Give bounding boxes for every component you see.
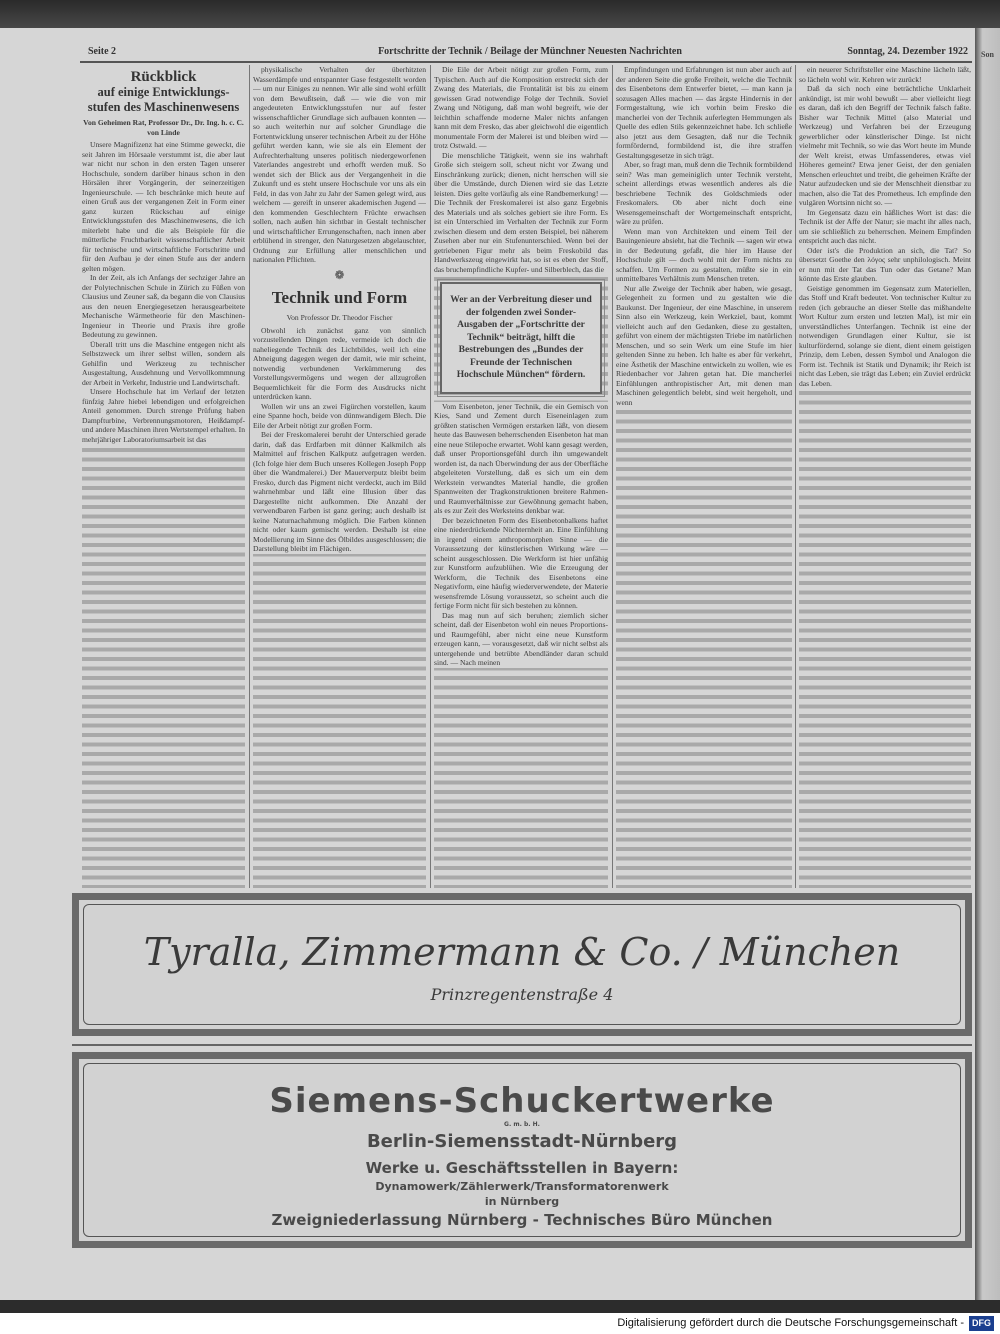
ad-legal-form: G. m. b. H. — [504, 1121, 540, 1128]
ad-company-name: Siemens-Schuckertwerke — [269, 1081, 775, 1121]
paragraph: Wenn man von Architekten und einem Teil der Bauingenieure absieht, hat die Technik — sagen wir etwa in der Bedeutung gefaßt, die hier im Hause der Hochschule gilt — doch wohl mit der Form nichts zu schaffen. Um Formen zu gestalten, müßte sie in ein unmittelbares Verhältnis zum Menschen treten. — [616, 226, 792, 283]
paragraph: Oder ist's die Produktion an sich, die Tat? So übersetzt Goethe den λόγος sehr unphilologisch. Meint er nun mit der Tat das Tun oder das Getane? Man könnte das Erste glauben. — [799, 245, 971, 283]
paragraph: Der bezeichneten Form des Eisenbetonbalkens haftet eine niederdrückende Nüchternheit an. Eine Einfühlung in irgend einem anthropomorphen Sinne — die Voraussetzung der künstlerischen Wirkung wäre — scheint ausgeschlossen. Die Werkform ist hier unfähig zur Kunstform aufzublühen. Wie die Erzeugung der Werkform, die Technik des Eisenbetons eine Negativform, eine häufig wiederverwendete, der Materie wesensfremde Lösung voraussetzt, so scheint auch die fertige Form nicht für sich bestehen zu können. — [434, 515, 608, 610]
article-byline: Von Geheimen Rat, Professor Dr., Dr. Ing. h. c. C. von Linde — [83, 118, 244, 137]
paragraph: Unsere Hochschule hat im Verlauf der letzten fünfzig Jahre hiebei lebendigen und erfolgreichen Anteil genommen. Durch strenge Prüfung haben Dampfturbine, Verbrennungsmotoren, Heißdampf- und andere Maschinen ihren Wertstempel erhalten. In mehrjähriger Laboratoriumsarbeit ist das — [82, 387, 245, 444]
paragraph: Im Gegensatz dazu ein häßliches Wort ist das: die Technik ist der Affe der Natur; sie macht ihr alles nach, um sie schließlich zu beherrschen. Meinem Empfinden entspricht auch das nicht. — [799, 207, 971, 245]
page-number: Seite 2 — [88, 46, 117, 57]
paragraph: ein neuerer Schriftsteller eine Maschine lächeln läßt, so lächeln wohl wir. Kehren wir zurück! — [799, 65, 971, 84]
column-divider — [795, 65, 796, 888]
paragraph: Bei der Freskomalerei beruht der Unterschied gerade darin, daß das Erdfarben mit dünner Kalkmilch als Malmittel auf frischen Kalkputz aufgetragen werden. (Ich folge hier dem Buch unseres Kollegen Joseph Popp über die Wandmalerei.) Der Mauerverputz bleibt beim Fresko, durch das Pigment nicht verdeckt, auch im Bild wahrnehmbar und läßt eine Illusion über das Dargestellte nicht aufkommen. Die Anzahl der verwendbaren Farben ist ganz gering; auch deshalb ist keine Naturnachahmung möglich. Die Farben können nicht oder kaum gemischt werden. Deshalb ist eine Modellierung im Sinne des Ölbildes ausgeschlossen; die Darstellung bleibt im Flächigen. — [253, 430, 426, 553]
paragraph: Das mag nun auf sich beruhen; ziemlich sicher scheint, daß der Eisenbeton wohl ein neues Proportions- und Raumgefühl, aber nicht eine neue Kunstform erzeugen kann, — vorausgesetzt, daß wir nicht selbst als untergehende und betrübte Abendländer daran schuld sind. — Nach meinen — [434, 610, 608, 667]
paragraph: Aber, so fragt man, muß denn die Technik formbildend sein? Was man gemeiniglich unter Technik versteht, scheint allerdings etwas wesentlich anderes als die beschriebene Technik des Goldschmieds oder Freskomalers. Ob aber nicht doch eine Wesensgemeinschaft der Wortgemeinschaft entspricht, wäre zu prüfen. — [616, 160, 792, 226]
notice-box: Wer an der Verbreitung dieser und der folgenden zwei Sonder-Ausgaben der „Fortschritte der Technik“ beiträgt, hilft die Bestrebungen des „Bundes der Freunde der Technischen Hochschule München“ fördern. — [440, 282, 602, 394]
paragraph: Geistige genommen im Gegensatz zum Materiellen, das Stoff und Kraft bedeutet. Von technischer Kultur zu reden (ich gebrauche an dieser Stelle das mißhandelte Wort Kultur zum ersten und letzten Mal), ist mir ein unverständliches Unterfangen. Technik ist eine der notwendigen Grundlagen einer Kultur, sie ist kulturfördernd, solange sie dient, dient einem geistigen Prinzip, dem Leben, dessen Symbol und Analogon die Form ist. Technik ist Statik und Dynamik; ihr Reich ist nicht das Leben, sie trägt das Leben; ein Zuviel erdrückt das Leben. — [799, 283, 971, 388]
paragraph: Überall tritt uns die Maschine entgegen nicht als Selbstzweck um ihrer selbst willen, sondern als Gehilfin und Werkzeug zu technischer Ausgestaltung, Ausdehnung und Vervollkommnung der Arbeit in Verkehr, Industrie und Landwirtschaft. — [82, 339, 245, 387]
article-1-headline — [82, 65, 245, 140]
advertisement-tyralla — [72, 893, 972, 1036]
ad-branches: Zweigniederlassung Nürnberg - Technisches Büro München — [271, 1211, 773, 1229]
article-body — [253, 326, 426, 554]
digitization-footer — [0, 1313, 1000, 1334]
next-page-fragment: Son — [981, 50, 994, 59]
ornament-icon: ❁ — [253, 265, 426, 287]
paragraph: Daß da sich noch eine beträchtliche Unklarheit ankündigt, ist mir wohl bewußt — aber vielleicht liegt es daran, daß ich den Begriff der Technik falsch faßte. Bisher war Technik Mittel (also Material und Werkzeug) und Verfahren bei der Erzeugung gewerblicher oder künstlerischer Dinge. Ist nicht vielmehr mit Technik, so wie das Wort heute im Munde der Welt kreist, etwas Umfassenderes, etwas viel Höheres gemeint? Etwa jener Geist, der den genialen Menschen erleuchtet und treibt, die geheimen Kräfte der Natur aufzudecken und sie der Menschheit dienstbar zu machen, also die Tat des Prometheus. Ich empfinde den vulgären Wortsinn nicht so. — — [799, 84, 971, 207]
ad-works: Dynamowerk/Zählerwerk/Transformatorenwerk — [375, 1180, 669, 1193]
column-divider — [249, 65, 250, 888]
article-2-byline: Von Professor Dr. Theodor Fischer — [253, 310, 426, 326]
paragraph: physikalische Verhalten der überhitzten Wasserdämpfe und entspannter Gase festgestellt worden — um nur Einiges zu nennen. Wir alle sind wohl erfüllt von dem Bewußtsein, daß — wie die von mir angedeuteten Entwicklungsstufen nur auf fester wissenschaftlicher Grundlage sich aufbauen konnten — so auch weiterhin nur auf solcher Grundlage die Fortentwicklung unserer technischen Arbeit zu der Höhe geführt werden kann, wie sie als ein Element der Aufrechterhaltung unseres politisch niedergeworfenen Vaterlandes angestrebt und erhofft werden muß. So wendet sich der Blick aus der Vergangenheit in die Zukunft und es steht unsere Hochschule vor uns als ein Feld, in das von Jahr zu Jahr der Samen gelegt wird, aus welchem — gereift in unserer akademischen Jugend — den kommenden Geschlechtern Früchte erwachsen sollen, nach außen hin sichtbar in Gestalt technischer und wirtschaftlicher Errungenschaften, nach innen aber erblühend in strenger, den Naturgesetzen abgelauschter, Ordnung zur Erfüllung aller menschlichen und nationalen Pflichten. — [253, 65, 426, 264]
column-divider — [430, 65, 431, 888]
article-body — [616, 65, 792, 407]
paragraph: Wollen wir uns an zwei Figürchen vorstellen, kaum eine Spanne hoch, beide von dünnwandigem Blech. Die Eile der Arbeit nötigt zur großen Form. — [253, 401, 426, 430]
column-4 — [616, 65, 792, 888]
scan-top-edge — [0, 0, 1000, 30]
article-body — [434, 65, 608, 274]
paragraph: Unsere Magnifizenz hat eine Stimme geweckt, die seit Jahren im Hörsaale verstummt ist, die aber laut war nicht nur schon in den ersten Tagen unserer Hochschule, sondern darüber hinaus schon in den Hörsälen ihrer Vorgängerin, der seinerzeitigen Ingenieurschule. — Ich beschränke mich heute auf einen Gruß aus der vergangenen Zeit in Form einer ganz kurzen Rückschau auf einige Entwicklungsstufen des Maschinenwesens, die ich miterlebt habe und die als Beispiele für die mütterliche Fruchtbarkeit wissenschaftlicher Arbeit für technische und wirtschaftliche Fortschritte und für den Aufbau je der einen Stufe aus der andern gelten mögen. — [82, 140, 245, 273]
article-subtitle: auf einige Entwicklungs- — [97, 85, 230, 99]
paragraph: Obwohl ich zunächst ganz von sinnlich vorzustellenden Dingen rede, vermeide ich doch die naheliegende Technik des Lichtbildes, weil ich eine Abneigung dagegen wegen der damit, wie mir scheint, notwendig verbundenen Verkümmerung des Vorstellungsvermögens und wegen der allzugroßen Bequemlichkeit für die Form des Ausdrucks nicht unterdrücken kann. — [253, 325, 426, 401]
column-5 — [799, 65, 971, 888]
dfg-logo: DFG — [969, 1316, 994, 1331]
article-body — [434, 402, 608, 668]
page-header-title: Fortschritte der Technik / Beilage der Münchner Neuesten Nachrichten — [378, 46, 682, 57]
ad-company-name: Tyralla, Zimmermann & Co. / München — [143, 930, 901, 974]
article-2-title: Technik und Form — [253, 286, 426, 310]
paragraph: Die Eile der Arbeit nötigt zur großen Form, zum Typischen. Auch auf die Komposition erstreckt sich der Zwang des Materials, die Frontalität ist bis zu einem gewissen Grad notwendige Folge der Technik. Soviel Zwang und Nötigung, daß man wohl begreift, wie der leichthin schaffende moderne Maler nichts anfangen kann mit dem Fresko, das aber gleichwohl die eigentlich monumentale Form der Malerei ist und bleiben wird — trotz Ostwald. — — [434, 65, 608, 150]
column-1 — [82, 65, 245, 888]
article-body — [799, 65, 971, 388]
column-3 — [434, 65, 608, 888]
ad-heading: Werke u. Geschäftsstellen in Bayern: — [365, 1159, 679, 1177]
ad-works-place: in Nürnberg — [484, 1195, 560, 1208]
ad-address: Prinzregentenstraße 4 — [430, 985, 614, 1004]
article-title: Rückblick — [130, 69, 197, 85]
paragraph: In der Zeit, als ich Anfangs der sechziger Jahre an der Polytechnischen Schule in Zürich zu Füßen von Clausius und Zeuner saß, da begann die von Clausius aus den neuen Energiegesetzen herausgearbeitete Mechanische Wärmetheorie für den Maschinen-Ingenieur in Theorie und Praxis ihre große Bedeutung zu gewinnen. — [82, 273, 245, 339]
issue-date: Sonntag, 24. Dezember 1922 — [847, 46, 968, 57]
paragraph: Die menschliche Tätigkeit, wenn sie ins wahrhaft Große sich steigern soll, scheut nicht vor Zwang und Einschränkung zurück; dienen, nicht herrschen will sie über die Umstände, durch Dienen wird sie das Letzte leisten. Dies gelte vorläufig als eine Randbemerkung! — Die Technik der Freskomalerei ist also ganz Ergebnis des Materials und als solches gebiert sie ihre Form. Es ist ein Unterschied im Verhalten der Technik zur Form zwischen diesem und dem ersten Beispiel, bei näherem Zusehen aber nur ein Stufenunterschied. Wenn bei der getriebenen Figur mehr als beim Freskobild das Handwerkszeug eingewirkt hat, so ist es eben der Stoff, das bruchempfindliche Kupfer- und Silberblech, das die — [434, 150, 608, 274]
paragraph: Empfindungen und Erfahrungen ist nun aber auch auf der anderen Seite die große Freiheit, welche die Technik des Eisenbetons dem Entwerfer bietet, — man kann ja sozusagen Alles machen — das ärgste Hindernis in der Formgestaltung, wie ich vorhin beim Fresko die mancherlei von der Technik auferlegten Hemmungen als Quelle des edlen Stils gekennzeichnet habe. Ich schließe also jetzt aus dem Gesagten, daß nur die Technik formfördernd, formbildend ist, die ihre straffen Gestaltungsgesetze in sich trägt. — [616, 65, 792, 160]
next-page-edge — [975, 28, 1000, 1300]
paragraph: Vom Eisenbeton, jener Technik, die ein Gemisch von Kies, Sand und Zement durch Eiseneinlagen zum größten statischen Vermögen erstarken läßt, von diesem heute das Bauwesen beherrschenden Eisenbeton hat man eine neue Stilepoche erwartet. Wohl kann gesagt werden, daß unser Proportionsgefühl durch ihn umgewandelt worden ist, da nach Überwindung der aus der Oberfläche abgeleiteten Vorstellung, daß es sich um ein dem Werkstein verwandtes Material handle, die großen Spannweiten der Tragkonstruktionen breitere Rahmen- und Raumverhältnisse zur Gewöhnung gemacht haben, als es zur Zeit des Werksteins denkbar war. — [434, 401, 608, 515]
ad-locations: Berlin-Siemensstadt-Nürnberg — [366, 1131, 678, 1152]
article-body — [82, 140, 245, 444]
column-divider — [612, 65, 613, 888]
scan-bottom-edge — [0, 1300, 1000, 1313]
header-rule — [80, 61, 972, 63]
funding-credit: Digitalisierung gefördert durch die Deutsche Forschungsgemeinschaft - — [617, 1317, 964, 1329]
column-2 — [253, 65, 426, 888]
paragraph: Nur alle Zweige der Technik aber haben, wie gesagt, Gelegenheit zu formen und zu gestalten wie die Baukunst. Der Ingenieur, der eine Maschine, in unserem Sinn also ein Werkzeug, kein Werkziel, baut, kommt vielleicht auch auf den Gedanken, diese zu gestalten, geführt von einem der mächtigsten Triebe im natürlichen Menschen, und so sein Werk um eine Stufe im hier geltenden Sinne zu heben. Ich halte es aber für verkehrt, eine Ästhetik der Maschine entwickeln zu wollen, wie es Riedenbacher vor Jahren getan hat. Die mancherlei Einfühlungen anthropistischer Art, mit denen man Maschinen gelegentlich belebt, sind weit hergeholt, und wenn — [616, 283, 792, 407]
separator-rule — [72, 1044, 972, 1046]
advertisement-siemens — [72, 1052, 972, 1248]
article-body — [253, 65, 426, 265]
article-subtitle: stufen des Maschinenwesens — [87, 100, 240, 114]
